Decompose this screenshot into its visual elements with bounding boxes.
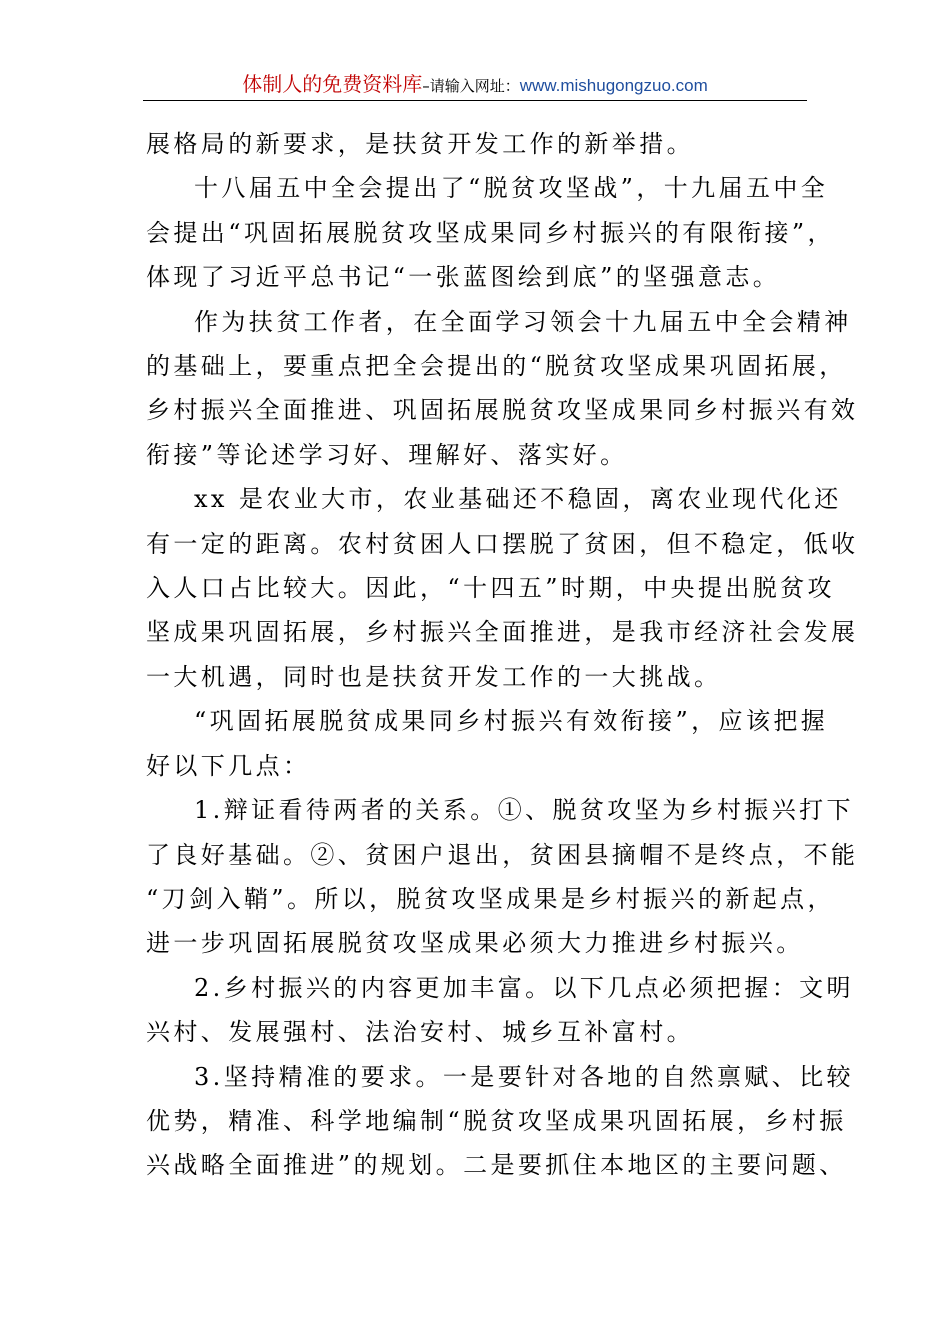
paragraph (146, 166, 835, 299)
text-line: 兴村、发展强村、法治安村、城乡互补富村。 (146, 1018, 694, 1047)
text-line: 2.乡村振兴的内容更加丰富。以下几点必须把握：文明 (194, 973, 854, 1002)
paragraph (146, 1055, 854, 1188)
paragraph (146, 699, 829, 788)
header-url-link[interactable]: www.mishugongzuo.com (519, 76, 708, 95)
text-line: 坚成果巩固拓展，乡村振兴全面推进，是我市经济社会发展 (146, 618, 859, 647)
paragraph (146, 477, 859, 699)
paragraph (146, 788, 859, 966)
text-line: 3.坚持精准的要求。一是要针对各地的自然禀赋、比较 (194, 1062, 854, 1091)
page-header (143, 70, 807, 101)
header-prompt: –请输入网址： (422, 77, 520, 95)
text-line: “刀剑入鞘”。所以，脱贫攻坚成果是乡村振兴的新起点， (146, 884, 835, 913)
text-line: 兴战略全面推进”的规划。二是要抓住本地区的主要问题、 (146, 1151, 847, 1180)
text-line: 一大机遇，同时也是扶贫开发工作的一大挑战。 (146, 662, 722, 691)
paragraph (146, 966, 854, 1055)
paragraph (146, 122, 808, 166)
document-body (146, 122, 859, 1188)
text-line: 作为扶贫工作者，在全面学习领会十九届五中全会精神 (194, 307, 852, 336)
text-line: 了良好基础。②、贫困户退出，贫困县摘帽不是终点，不能 (146, 840, 859, 869)
text-line: 1.辩证看待两者的关系。①、脱贫攻坚为乡村振兴打下 (194, 796, 854, 825)
text-line: 优势，精准、科学地编制“脱贫攻坚成果巩固拓展，乡村振 (146, 1106, 847, 1135)
paragraph (146, 300, 859, 478)
text-line: 展格局的新要求，是扶贫开发工作的新举措。 (146, 130, 694, 158)
text-line: 衔接”等论述学习好、理解好、落实好。 (146, 440, 628, 469)
text-line: 十八届五中全会提出了“脱贫攻坚战”，十九届五中全 (194, 174, 829, 203)
text-line: “巩固拓展脱贫成果同乡村振兴有效衔接”，应该把握 (194, 707, 829, 736)
text-line: 有一定的距离。农村贫困人口摆脱了贫困，但不稳定，低收 (146, 529, 859, 558)
text-line: 会提出“巩固拓展脱贫攻坚成果同乡村振兴的有限衔接”， (146, 218, 835, 247)
text-line: 的基础上，要重点把全会提出的“脱贫攻坚成果巩固拓展， (146, 352, 847, 381)
text-line: 进一步巩固拓展脱贫攻坚成果必须大力推进乡村振兴。 (146, 929, 804, 958)
text-line: 入人口占比较大。因此，“十四五”时期，中央提出脱贫攻 (146, 574, 835, 603)
text-line: xx 是农业大市，农业基础还不稳固，离农业现代化还 (194, 485, 842, 514)
text-line: 好以下几点： (146, 751, 311, 780)
text-line: 体现了习近平总书记“一张蓝图绘到底”的坚强意志。 (146, 263, 781, 292)
text-line: 乡村振兴全面推进、巩固拓展脱贫攻坚成果同乡村振兴有效 (146, 396, 859, 425)
header-brand: 体制人的免费资料库 (242, 72, 423, 96)
